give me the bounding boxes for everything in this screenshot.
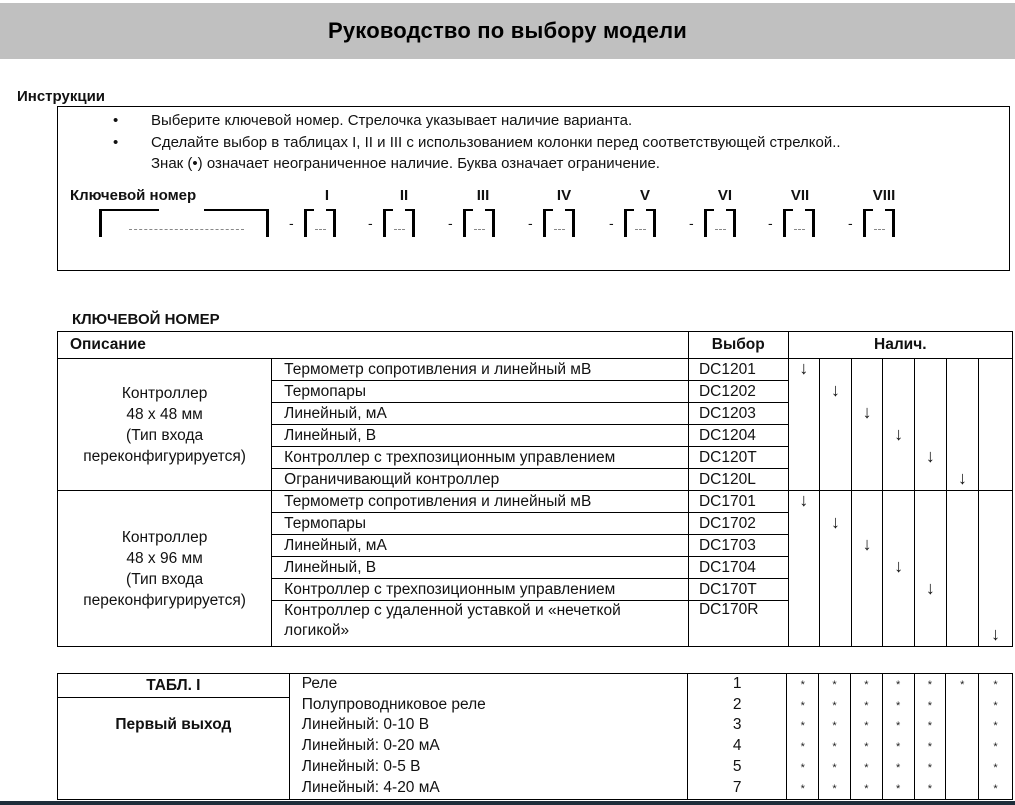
- key-number-label: Ключевой номер: [70, 187, 197, 204]
- model-code[interactable]: DC1701: [688, 491, 788, 513]
- model-code[interactable]: DC170T: [688, 579, 788, 601]
- availability-cell: [979, 557, 1013, 579]
- availability-star-icon: *: [864, 782, 869, 795]
- availability-star-icon: *: [993, 720, 998, 733]
- separator-dash: -: [768, 215, 773, 231]
- availability-star-icon: [946, 758, 978, 779]
- availability-star-icon: *: [927, 699, 933, 712]
- position-slot: [543, 209, 575, 239]
- availability-star-icon: [946, 779, 978, 800]
- availability-cell: [820, 535, 852, 557]
- availability-cell: [979, 359, 1013, 381]
- availability-cell: [820, 491, 852, 513]
- availability-cell: [820, 601, 852, 647]
- down-arrow-icon: ↓: [894, 423, 904, 444]
- availability-star-icon: *: [993, 741, 998, 754]
- availability-column: [914, 674, 946, 800]
- availability-cell: [946, 557, 979, 579]
- availability-cell: [820, 403, 852, 425]
- down-arrow-icon: ↓: [862, 533, 872, 554]
- availability-cell: [788, 403, 820, 425]
- availability-column: [787, 674, 819, 800]
- availability-cell: [946, 359, 979, 381]
- availability-cell: [915, 425, 947, 447]
- availability-star-icon: *: [800, 679, 805, 691]
- availability-cell: [979, 447, 1013, 469]
- availability-cell: [851, 425, 883, 447]
- availability-cell: [946, 513, 979, 535]
- model-code[interactable]: DC170R: [688, 601, 788, 647]
- availability-star-icon: *: [832, 699, 837, 712]
- availability-cell: [915, 403, 947, 425]
- option-description: Термометр сопротивления и линейный мВ: [272, 359, 689, 381]
- availability-star-icon: *: [800, 741, 805, 754]
- availability-column: [850, 674, 882, 800]
- availability-cell: [820, 469, 852, 491]
- availability-cell: [979, 491, 1013, 513]
- availability-star-icon: *: [864, 699, 869, 712]
- group-description-line: (Тип входа: [126, 570, 204, 588]
- group-description-line: 48 x 96 мм: [126, 549, 203, 567]
- availability-cell: [788, 513, 820, 535]
- availability-star-icon: *: [960, 679, 965, 691]
- availability-cell: [820, 557, 852, 579]
- position-slot: [383, 209, 415, 239]
- availability-cell: [851, 601, 883, 647]
- availability-star-icon: *: [832, 741, 837, 754]
- availability-cell: [883, 557, 915, 579]
- position-label: V: [639, 187, 650, 204]
- availability-cell: [979, 601, 1013, 647]
- availability-cell: [820, 447, 852, 469]
- availability-cell: [979, 425, 1013, 447]
- position-label: II: [399, 187, 409, 204]
- availability-star-icon: *: [896, 761, 901, 774]
- availability-cell: [946, 425, 979, 447]
- option-label: Полупроводниковое реле: [301, 695, 486, 713]
- option-code[interactable]: 2: [732, 695, 742, 713]
- availability-cell: [946, 491, 979, 513]
- availability-star-icon: *: [993, 761, 998, 774]
- availability-star-icon: *: [993, 699, 998, 712]
- down-arrow-icon: ↓: [925, 445, 935, 466]
- group-description-line: (Тип входа: [126, 426, 204, 444]
- option-description: Ограничивающий контроллер: [272, 469, 689, 491]
- availability-cell: [788, 381, 820, 403]
- key-number-slot: [99, 209, 269, 239]
- availability-cell: [979, 535, 1013, 557]
- availability-cell: [979, 469, 1013, 491]
- separator-dash: -: [289, 215, 294, 231]
- availability-cell: [788, 557, 820, 579]
- down-arrow-icon: ↓: [925, 577, 935, 598]
- availability-star-icon: *: [864, 720, 869, 733]
- option-description: Линейный, мА: [272, 535, 689, 557]
- availability-cell: [788, 601, 820, 647]
- availability-cell: [883, 425, 915, 447]
- instructions-box: [57, 106, 1010, 271]
- option-code[interactable]: 1: [732, 675, 742, 692]
- table-1: [57, 673, 1013, 800]
- availability-cell: [851, 447, 883, 469]
- availability-cell: [979, 381, 1013, 403]
- availability-cell: [915, 535, 947, 557]
- availability-star-icon: *: [832, 679, 837, 691]
- availability-star-icon: *: [832, 782, 837, 795]
- availability-star-icon: *: [896, 699, 901, 712]
- position-label: III: [476, 187, 490, 204]
- availability-star-icon: *: [896, 782, 901, 795]
- availability-star-icon: *: [864, 761, 869, 774]
- option-codes: [688, 674, 787, 800]
- key-number-table: [57, 331, 1013, 647]
- availability-star-icon: *: [993, 782, 998, 795]
- availability-cell: [915, 359, 947, 381]
- availability-cell: [915, 447, 947, 469]
- availability-star-icon: *: [896, 741, 901, 754]
- group-description-line: переконфигурируется): [83, 447, 246, 465]
- availability-cell: [851, 491, 883, 513]
- availability-cell: [820, 425, 852, 447]
- availability-star-icon: [946, 737, 978, 758]
- availability-star-icon: *: [800, 720, 805, 733]
- key-number-section-title: КЛЮЧЕВОЙ НОМЕР: [72, 311, 220, 328]
- availability-column: [882, 674, 914, 800]
- availability-cell: [851, 557, 883, 579]
- availability-star-icon: *: [832, 761, 837, 774]
- option-description: Контроллер с трехпозиционным управлением: [272, 579, 689, 601]
- availability-cell: [788, 447, 820, 469]
- availability-star-icon: *: [993, 679, 998, 691]
- availability-cell: [915, 557, 947, 579]
- availability-star-icon: *: [864, 741, 869, 754]
- table-name: ТАБЛ. I: [58, 674, 290, 698]
- availability-cell: [820, 381, 852, 403]
- availability-column: [819, 674, 851, 800]
- availability-cell: [915, 513, 947, 535]
- availability-star-icon: *: [927, 782, 933, 795]
- group-description-line: Контроллер: [121, 384, 208, 402]
- down-arrow-icon: ↓: [830, 379, 840, 400]
- availability-cell: [820, 513, 852, 535]
- down-arrow-icon: ↓: [862, 401, 872, 422]
- availability-cell: [915, 469, 947, 491]
- availability-cell: [851, 513, 883, 535]
- availability-star-icon: *: [927, 761, 933, 774]
- availability-cell: [915, 381, 947, 403]
- group-description: [58, 359, 272, 491]
- availability-cell: [915, 491, 947, 513]
- availability-cell: [883, 469, 915, 491]
- option-list: [289, 674, 687, 800]
- down-arrow-icon: ↓: [958, 467, 968, 488]
- availability-cell: [915, 601, 947, 647]
- instruction-item: Выберите ключевой номер. Стрелочка указывает наличие варианта.: [151, 112, 633, 129]
- down-arrow-icon: ↓: [894, 555, 904, 576]
- availability-cell: [979, 513, 1013, 535]
- availability-column: [946, 674, 979, 800]
- option-description: Контроллер с трехпозиционным управлением: [272, 447, 689, 469]
- availability-star-icon: *: [927, 679, 933, 691]
- option-description: Линейный, В: [272, 557, 689, 579]
- option-label: Линейный: 0-5 В: [301, 757, 421, 775]
- separator-dash: -: [448, 215, 453, 231]
- availability-star-icon: [946, 696, 978, 717]
- group-description-line: переконфигурируется): [83, 591, 246, 609]
- separator-dash: -: [528, 215, 533, 231]
- availability-star-icon: *: [896, 679, 901, 691]
- position-label: I: [324, 187, 330, 204]
- option-label: Линейный: 4-20 мА: [301, 778, 440, 796]
- option-label: Линейный: 0-10 В: [301, 716, 430, 734]
- option-label: Реле: [301, 675, 338, 692]
- option-label: Линейный: 0-20 мА: [301, 737, 440, 755]
- separator-dash: -: [609, 215, 614, 231]
- option-code[interactable]: 7: [732, 778, 742, 796]
- position-slot: [704, 209, 736, 239]
- availability-cell: [851, 579, 883, 601]
- availability-cell: [788, 359, 820, 381]
- bullet-icon: •: [113, 134, 119, 151]
- availability-cell: [946, 469, 979, 491]
- instruction-item: Знак (•) означает неограниченное наличие. Буква означает ограничение.: [151, 155, 660, 172]
- model-code[interactable]: DC1204: [688, 425, 788, 447]
- option-description: Термометр сопротивления и линейный мВ: [272, 491, 689, 513]
- model-code[interactable]: DC1703: [688, 535, 788, 557]
- position-label: VI: [717, 187, 733, 204]
- availability-cell: [788, 469, 820, 491]
- availability-cell: [946, 403, 979, 425]
- availability-cell: [883, 535, 915, 557]
- availability-star-icon: *: [800, 782, 805, 795]
- availability-cell: [979, 579, 1013, 601]
- availability-cell: [788, 535, 820, 557]
- availability-cell: [883, 579, 915, 601]
- availability-cell: [883, 491, 915, 513]
- option-description: Линейный, В: [272, 425, 689, 447]
- availability-cell: [820, 579, 852, 601]
- position-label: VIII: [872, 187, 896, 204]
- option-code[interactable]: 3: [732, 716, 742, 734]
- option-description: Контроллер с удаленной уставкой и «нечеткой логикой»: [272, 601, 689, 647]
- option-code[interactable]: 4: [732, 737, 742, 755]
- availability-column: [979, 674, 1013, 800]
- option-description: Термопары: [272, 381, 689, 403]
- availability-cell: [883, 601, 915, 647]
- separator-dash: -: [848, 215, 853, 231]
- model-code[interactable]: DC1201: [688, 359, 788, 381]
- position-slot: [463, 209, 495, 239]
- page-title: Руководство по выбору модели: [327, 18, 688, 43]
- model-code[interactable]: DC1202: [688, 381, 788, 403]
- option-description: Термопары: [272, 513, 689, 535]
- table-description: Первый выход: [58, 698, 290, 800]
- availability-star-icon: *: [927, 741, 933, 754]
- position-label: VII: [790, 187, 810, 204]
- model-code[interactable]: DC120T: [688, 447, 788, 469]
- availability-cell: [946, 579, 979, 601]
- availability-cell: [788, 491, 820, 513]
- availability-star-icon: *: [927, 720, 933, 733]
- availability-cell: [946, 535, 979, 557]
- instruction-item: Сделайте выбор в таблицах I, II и III с использованием колонки перед соответствующей стрелкой..: [151, 134, 841, 151]
- separator-dash: -: [368, 215, 373, 231]
- page-title-bar: [0, 3, 1015, 59]
- group-description-line: Контроллер: [121, 528, 208, 546]
- page-bottom-rule: [0, 801, 1015, 805]
- availability-cell: [946, 381, 979, 403]
- group-description: [58, 491, 272, 647]
- availability-cell: [883, 447, 915, 469]
- availability-cell: [788, 579, 820, 601]
- availability-star-icon: *: [896, 720, 901, 733]
- instructions-label: Инструкции: [17, 88, 106, 105]
- group-description-line: 48 x 48 мм: [126, 405, 203, 423]
- model-code[interactable]: DC1702: [688, 513, 788, 535]
- down-arrow-icon: ↓: [799, 358, 809, 378]
- down-arrow-icon: ↓: [799, 490, 809, 510]
- down-arrow-icon: ↓: [830, 511, 840, 532]
- position-label: IV: [556, 187, 572, 204]
- availability-cell: [851, 381, 883, 403]
- model-code[interactable]: DC1704: [688, 557, 788, 579]
- availability-star-icon: *: [800, 699, 805, 712]
- availability-cell: [851, 535, 883, 557]
- availability-cell: [946, 447, 979, 469]
- position-slot: [304, 209, 336, 239]
- availability-cell: [915, 579, 947, 601]
- column-header-selection: Выбор: [688, 332, 788, 359]
- column-header-description: Описание: [58, 332, 689, 359]
- availability-cell: [820, 359, 852, 381]
- availability-cell: [851, 359, 883, 381]
- availability-cell: [883, 513, 915, 535]
- model-code[interactable]: DC120L: [688, 469, 788, 491]
- availability-star-icon: *: [800, 761, 805, 774]
- availability-cell: [851, 403, 883, 425]
- availability-cell: [788, 425, 820, 447]
- availability-star-icon: *: [864, 679, 869, 691]
- model-code[interactable]: DC1203: [688, 403, 788, 425]
- separator-dash: -: [689, 215, 694, 231]
- bullet-icon: •: [113, 112, 119, 129]
- option-code[interactable]: 5: [732, 757, 742, 775]
- position-slot: [624, 209, 656, 239]
- availability-star-icon: [946, 716, 978, 737]
- position-slot: [863, 209, 895, 239]
- availability-cell: [883, 403, 915, 425]
- availability-star-icon: *: [832, 720, 837, 733]
- availability-cell: [851, 469, 883, 491]
- availability-cell: [979, 403, 1013, 425]
- option-description: Линейный, мА: [272, 403, 689, 425]
- availability-cell: [883, 381, 915, 403]
- down-arrow-icon: ↓: [991, 623, 1001, 644]
- availability-cell: [946, 601, 979, 647]
- column-header-availability: Налич.: [788, 332, 1013, 359]
- position-slot: [783, 209, 815, 239]
- availability-cell: [883, 359, 915, 381]
